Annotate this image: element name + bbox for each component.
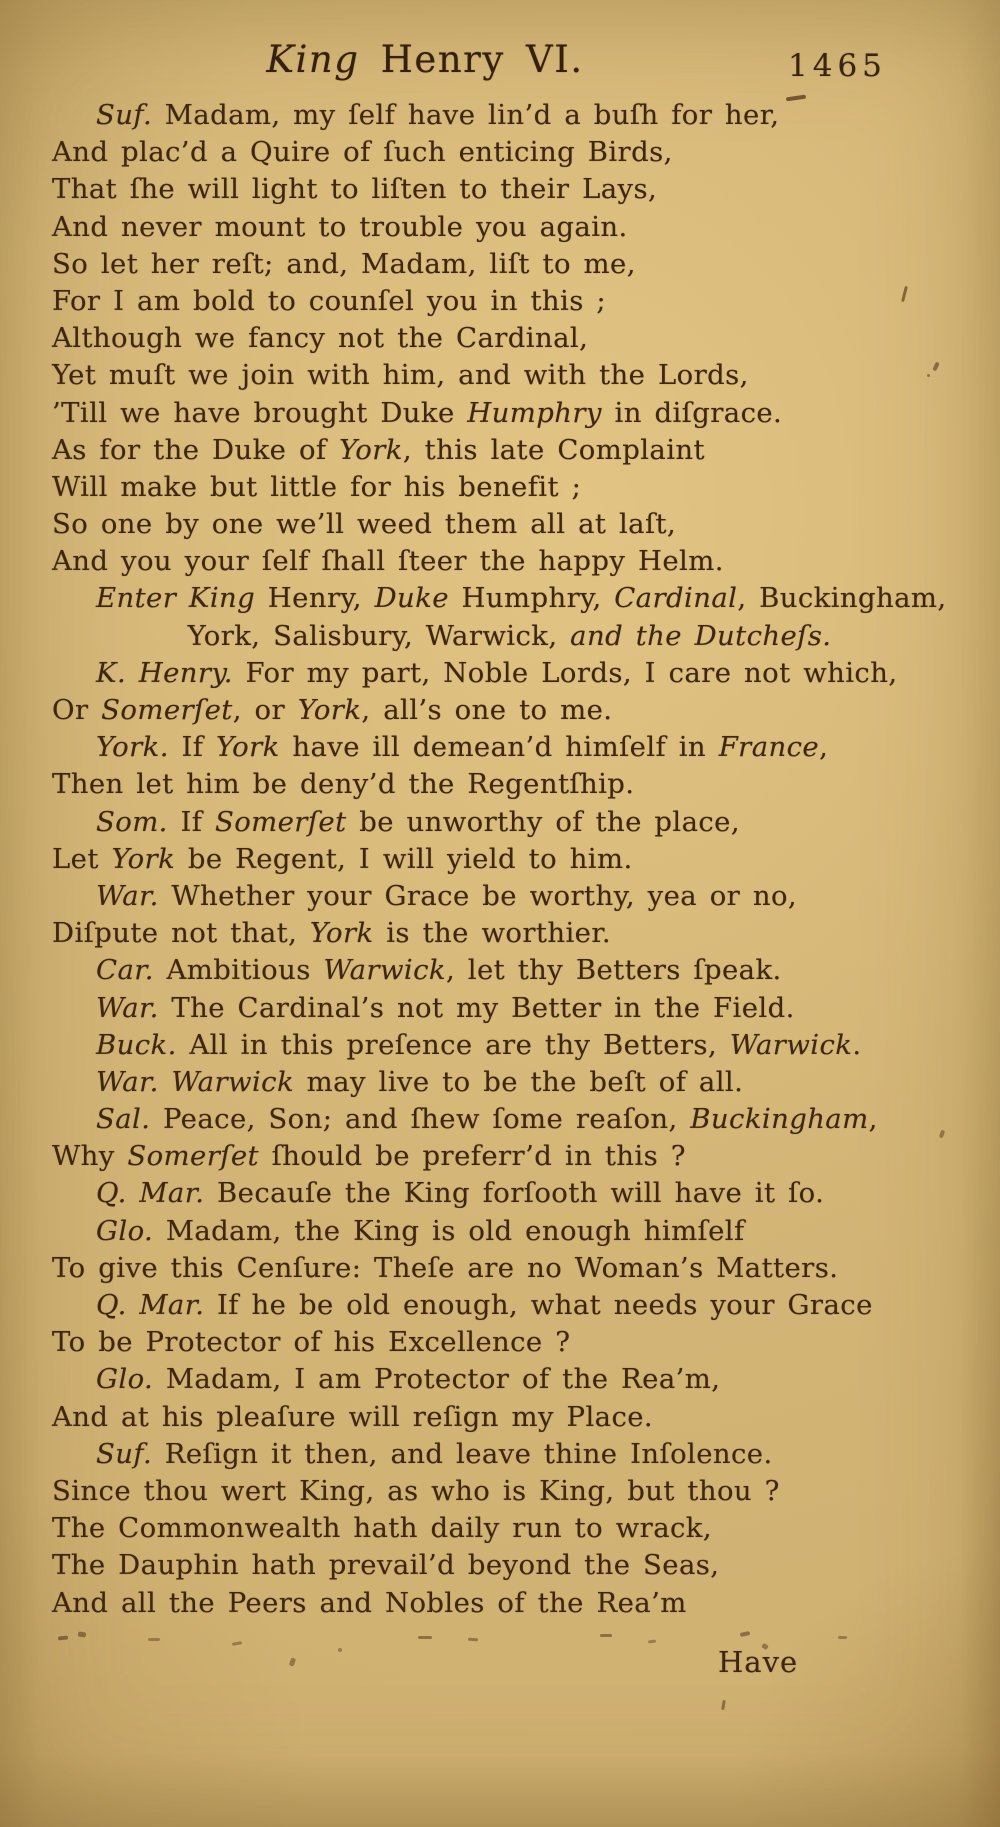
text-line <box>52 97 967 134</box>
catchword: Have <box>718 1645 799 1679</box>
text-line <box>52 1287 967 1324</box>
roman-text: And plac’d a Quire of ſuch enticing Birds, <box>52 136 673 169</box>
italic-text: France <box>718 731 820 764</box>
roman-text: Diſpute not that, <box>52 917 310 950</box>
italic-text: Cardinal <box>614 582 738 615</box>
italic-text: K. Henry. <box>96 656 233 689</box>
roman-text: Reſign it then, and leave thine Inſolence. <box>152 1437 773 1470</box>
roman-text: The Commonwealth hath daily run to wrack, <box>52 1512 713 1545</box>
roman-text: And all the Peers and Nobles of the Rea’m <box>52 1586 687 1619</box>
roman-text: Humphry, <box>448 582 615 615</box>
italic-text: Suf. <box>96 99 153 131</box>
ink-speck <box>289 1657 296 1666</box>
italic-text: Warwick <box>323 954 446 987</box>
ink-speck <box>78 1631 87 1637</box>
roman-text: Madam, the King is old enough himſelf <box>153 1214 745 1247</box>
ink-speck <box>468 1638 478 1642</box>
roman-text: have ill demean’d himſelf in <box>279 731 719 764</box>
roman-text: ſhould be preferr’d in this ? <box>258 1140 686 1173</box>
ink-speck <box>58 1635 68 1640</box>
italic-text: Buckingham <box>690 1103 869 1136</box>
roman-text: Madam, my ſelf have lin’d a buſh for her, <box>152 99 780 131</box>
text-line <box>52 990 967 1027</box>
text-line <box>52 246 967 283</box>
page-header <box>0 38 1000 90</box>
text-line <box>52 878 967 915</box>
text-line <box>52 804 967 841</box>
roman-text: For my part, Noble Lords, I care not which, <box>232 656 898 689</box>
ink-speck <box>418 1636 432 1639</box>
roman-text: , Buckingham, <box>737 582 947 615</box>
italic-text: Humphry <box>467 396 602 429</box>
text-line <box>52 1510 967 1547</box>
roman-text: If <box>168 731 216 764</box>
running-title-italic: King <box>266 38 360 81</box>
text-line <box>52 543 967 580</box>
roman-text: Will make but little for his benefit ; <box>52 470 582 503</box>
roman-text: Although we fancy not the Cardinal, <box>52 322 589 355</box>
roman-text: To give this Cenſure: Theſe are no Woman’s Matters. <box>52 1251 839 1284</box>
text-line <box>52 1175 967 1212</box>
roman-text: If he be old enough, what needs your Grace <box>204 1289 873 1321</box>
text-line <box>52 618 967 655</box>
ink-speck <box>648 1639 656 1643</box>
italic-text: War. <box>96 991 159 1024</box>
roman-text: The Dauphin hath prevail’d beyond the Seas, <box>52 1549 720 1582</box>
italic-text: Suf. <box>96 1437 153 1470</box>
running-title <box>0 38 850 81</box>
text-line <box>52 1585 967 1622</box>
roman-text: Let <box>52 842 112 875</box>
ink-speck <box>232 1641 242 1646</box>
text-line <box>52 1027 967 1064</box>
italic-text: Somerſet <box>214 805 347 838</box>
roman-text: , all’s one to me. <box>361 694 613 726</box>
text-line <box>52 134 967 171</box>
roman-text: , or <box>232 694 298 726</box>
text-line <box>52 283 967 320</box>
ink-speck <box>740 1631 751 1637</box>
roman-text: is the worthier. <box>373 917 612 950</box>
italic-text: Enter King <box>96 582 256 615</box>
ink-speck <box>838 1636 847 1639</box>
roman-text: Or <box>52 694 102 726</box>
italic-text: Warwick <box>729 1028 853 1061</box>
text-line <box>52 1138 967 1175</box>
roman-text: , let thy Betters ſpeak. <box>445 954 782 987</box>
italic-text: York <box>309 917 374 950</box>
roman-text: That ſhe will light to liſten to their Lays, <box>52 173 658 206</box>
roman-text: ’Till we have brought Duke <box>52 396 468 429</box>
roman-text: Whether your Grace be worthy, yea or no, <box>158 879 798 912</box>
text-line <box>52 1213 967 1250</box>
text-line <box>52 209 967 246</box>
running-title-roman: Henry VI. <box>359 38 584 81</box>
ink-speck <box>721 1700 726 1710</box>
italic-text: York <box>297 694 362 726</box>
roman-text: may live to be the beſt of all. <box>294 1065 744 1098</box>
text-line <box>52 580 967 617</box>
italic-text: Somerſet <box>127 1140 259 1173</box>
text-line <box>52 692 967 729</box>
text-line <box>52 1324 967 1361</box>
italic-text: Glo. <box>96 1363 154 1396</box>
text-line <box>52 841 967 878</box>
text-line <box>52 171 967 208</box>
roman-text: Yet muſt we join with him, and with the Lords, <box>52 359 749 392</box>
italic-text: York <box>111 842 176 875</box>
roman-text: Becauſe the King forſooth will have it ſo. <box>204 1177 825 1210</box>
roman-text: As for the Duke of <box>52 433 340 466</box>
text-line <box>52 1064 967 1101</box>
roman-text: , <box>868 1103 878 1136</box>
italic-text: Somerſet <box>101 694 233 726</box>
ink-speck <box>927 374 930 377</box>
text-line <box>52 729 967 766</box>
roman-text: be Regent, I will yield to him. <box>175 842 633 875</box>
roman-text: Ambitious <box>153 954 324 987</box>
roman-text: Since thou wert King, as who is King, but thou ? <box>52 1474 780 1507</box>
text-line <box>52 1436 967 1473</box>
text-block <box>52 97 967 1622</box>
text-line <box>52 506 967 543</box>
text-line <box>52 1101 967 1138</box>
roman-text: Then let him be deny’d the Regentſhip. <box>52 768 635 801</box>
italic-text: War. <box>96 1065 159 1098</box>
italic-text: Glo. <box>96 1214 154 1247</box>
page-number: 1465 <box>788 48 887 84</box>
roman-text: , this late Complaint <box>402 433 705 466</box>
text-line <box>52 952 967 989</box>
text-line <box>52 766 967 803</box>
italic-text: York <box>339 433 403 466</box>
italic-text: Sal. <box>96 1103 151 1136</box>
roman-text: Madam, I am Protector of the Rea’m, <box>153 1363 721 1396</box>
text-line <box>52 915 967 952</box>
italic-text: Som. <box>96 805 168 838</box>
italic-text: Duke <box>374 582 449 615</box>
italic-text: War. <box>96 879 159 912</box>
text-line <box>52 1473 967 1510</box>
roman-text: The Cardinal’s not my Better in the Field. <box>158 991 795 1024</box>
text-line <box>52 395 967 432</box>
roman-text: , <box>819 731 829 764</box>
roman-text: Why <box>52 1140 128 1173</box>
roman-text: To be Protector of his Excellence ? <box>52 1326 571 1359</box>
roman-text: Henry, <box>255 582 375 615</box>
italic-text: Q. Mar. <box>96 1289 205 1321</box>
text-line <box>52 432 967 469</box>
roman-text: Peace, Son; and ſhew ſome reaſon, <box>150 1103 691 1136</box>
roman-text: All in this preſence are thy Betters, <box>176 1028 730 1061</box>
italic-text: Car. <box>96 954 154 987</box>
roman-text: And you your ſelf ſhall ſteer the happy Helm. <box>52 545 724 578</box>
roman-text: York, Salisbury, Warwick, <box>187 619 571 652</box>
roman-text: be unworthy of the place, <box>346 805 740 838</box>
roman-text: . <box>852 1028 862 1061</box>
ink-speck <box>148 1638 160 1641</box>
roman-text: If <box>167 805 215 838</box>
italic-text: Buck. <box>96 1028 177 1061</box>
roman-text: So one by one we’ll weed them all at laſt, <box>52 508 677 541</box>
italic-text: Warwick <box>171 1065 295 1098</box>
italic-text: York <box>216 731 280 764</box>
italic-text: and the Dutcheſs. <box>570 619 832 652</box>
text-line <box>52 1361 967 1398</box>
roman-text: For I am bold to counſel you in this ; <box>52 284 607 317</box>
italic-text: Q. Mar. <box>96 1177 205 1210</box>
text-line <box>52 469 967 506</box>
text-line <box>52 655 967 692</box>
text-line <box>52 1399 967 1436</box>
text-line <box>52 1250 967 1287</box>
roman-text: And at his pleaſure will reſign my Place. <box>52 1400 654 1433</box>
text-line <box>52 1547 967 1584</box>
ink-speck <box>338 1648 342 1652</box>
roman-text: in diſgrace. <box>601 396 783 429</box>
roman-text: And never mount to trouble you again. <box>52 210 628 243</box>
roman-text: So let her reſt; and, Madam, liſt to me, <box>52 247 636 280</box>
italic-text: York. <box>96 731 169 764</box>
text-line <box>52 357 967 394</box>
ink-speck <box>600 1634 612 1637</box>
roman-text <box>159 1066 172 1098</box>
text-line <box>52 320 967 357</box>
